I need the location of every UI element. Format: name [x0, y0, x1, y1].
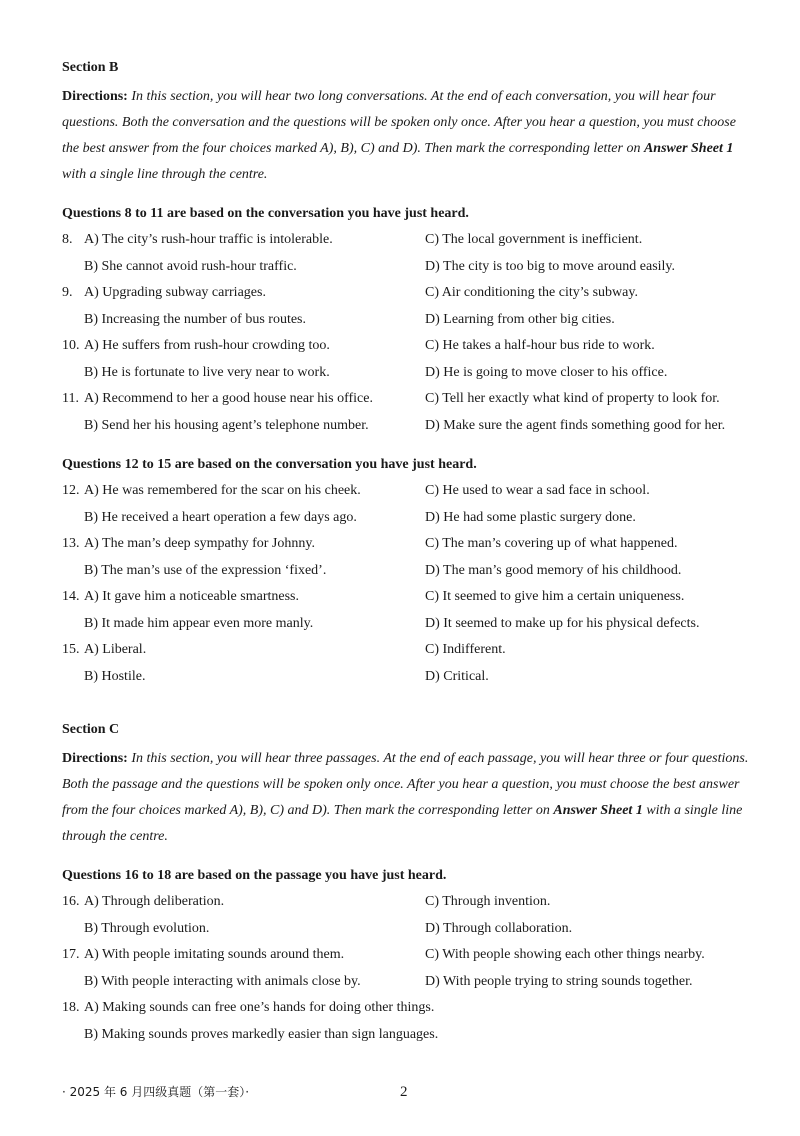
question-11-row-1 [62, 386, 752, 413]
directions-text-end: with a single line through the centre. [62, 803, 743, 844]
question-16-row-1 [62, 889, 752, 916]
directions-label: Directions: [62, 89, 128, 104]
directions-text-end: with a single line through the centre. [62, 167, 268, 182]
question-12-row-2 [62, 505, 752, 532]
section-c [62, 720, 752, 850]
section-b-title: Section B [62, 60, 119, 75]
question-number: 17. [62, 947, 80, 962]
option-c: C) Tell her exactly what kind of property to look for. [425, 391, 720, 406]
question-17-row-2 [62, 969, 752, 996]
directions-label: Directions: [62, 751, 128, 766]
question-number: 11. [62, 391, 79, 406]
option-b: B) With people interacting with animals close by. [84, 973, 361, 989]
question-group-16-18 [62, 866, 752, 1048]
option-a: A) It gave him a noticeable smartness. [84, 589, 299, 604]
group-title: Questions 8 to 11 are based on the conversation you have just heard. [62, 206, 469, 221]
exam-title-footer: · 2025 年 6 月四级真题（第一套）· [62, 1085, 250, 1099]
question-9-row-2 [62, 307, 752, 334]
option-b: B) He received a heart operation a few days ago. [84, 509, 357, 525]
option-b: B) It made him appear even more manly. [84, 615, 314, 631]
option-d: D) Through collaboration. [425, 920, 573, 936]
question-16-row-2 [62, 916, 752, 943]
question-15-row-2 [62, 664, 752, 691]
option-d: D) With people trying to string sounds together. [425, 973, 693, 989]
option-a: A) He was remembered for the scar on his cheek. [84, 483, 361, 498]
question-14-row-2 [62, 611, 752, 638]
exam-page [62, 58, 752, 1048]
option-b: B) The man’s use of the expression ‘fixed’. [84, 562, 327, 578]
option-b: B) Making sounds proves markedly easier than sign languages. [84, 1026, 439, 1042]
section-c-directions [62, 746, 752, 850]
question-number: 10. [62, 338, 80, 353]
option-c: C) The local government is inefficient. [425, 232, 643, 247]
question-9-row-1 [62, 280, 752, 307]
page-number: 2 [400, 1084, 408, 1100]
question-number: 15. [62, 642, 80, 657]
section-c-title: Section C [62, 722, 120, 737]
option-a: A) Recommend to her a good house near his office. [84, 391, 373, 406]
option-b: B) He is fortunate to live very near to work. [84, 364, 330, 380]
option-d: D) Learning from other big cities. [425, 311, 615, 327]
option-d: D) It seemed to make up for his physical defects. [425, 615, 700, 631]
option-b: B) Hostile. [84, 668, 146, 684]
question-number: 9. [62, 285, 73, 300]
question-15-row-1 [62, 637, 752, 664]
option-a: A) He suffers from rush-hour crowding too. [84, 338, 330, 353]
directions-text: In this section, you will hear three passages. At the end of each passage, you will hear three or four questions. Both the passage and the questions will be spoken only once. After you hear a question, you must choose the best answer from the four choices marked A), B), C) and D). Then mark the corresponding letter on [62, 751, 749, 818]
option-a: A) Making sounds can free one’s hands for doing other things. [84, 1000, 435, 1015]
question-8-row-2 [62, 254, 752, 281]
question-13-row-1 [62, 531, 752, 558]
directions-text: In this section, you will hear two long conversations. At the end of each conversation, you will hear four questions. Both the conversation and the questions will be spoken only once. After you hear a question, you must choose the best answer from the four choices marked A), B), C) and D). Then mark the corresponding letter on [62, 89, 736, 156]
option-a: A) Upgrading subway carriages. [84, 285, 266, 300]
option-c: C) It seemed to give him a certain uniqueness. [425, 589, 685, 604]
option-a: A) With people imitating sounds around them. [84, 947, 345, 962]
question-13-row-2 [62, 558, 752, 585]
option-d: D) Make sure the agent finds something good for her. [425, 417, 726, 433]
question-10-row-2 [62, 360, 752, 387]
option-d: D) The man’s good memory of his childhood. [425, 562, 682, 578]
section-b [62, 58, 752, 188]
option-c: C) With people showing each other things nearby. [425, 947, 705, 962]
option-a: A) The city’s rush-hour traffic is intolerable. [84, 232, 333, 247]
question-10-row-1 [62, 333, 752, 360]
question-18-row-2 [62, 1022, 752, 1049]
section-b-directions [62, 84, 752, 188]
option-a: A) Through deliberation. [84, 894, 225, 909]
answer-sheet-ref: Answer Sheet 1 [553, 803, 643, 818]
option-c: C) He used to wear a sad face in school. [425, 483, 650, 498]
question-number: 14. [62, 589, 80, 604]
option-d: D) He is going to move closer to his office. [425, 364, 668, 380]
question-14-row-1 [62, 584, 752, 611]
option-c: C) The man’s covering up of what happened. [425, 536, 678, 551]
option-c: C) Through invention. [425, 894, 551, 909]
question-group-12-15 [62, 455, 752, 690]
option-d: D) Critical. [425, 668, 489, 684]
question-17-row-1 [62, 942, 752, 969]
option-b: B) Increasing the number of bus routes. [84, 311, 306, 327]
question-number: 18. [62, 1000, 80, 1015]
question-number: 12. [62, 483, 80, 498]
option-b: B) She cannot avoid rush-hour traffic. [84, 258, 297, 274]
option-d: D) He had some plastic surgery done. [425, 509, 636, 525]
question-11-row-2 [62, 413, 752, 440]
option-b: B) Through evolution. [84, 920, 210, 936]
question-18-row-1 [62, 995, 752, 1022]
group-title: Questions 12 to 15 are based on the conversation you have just heard. [62, 457, 477, 472]
option-a: A) The man’s deep sympathy for Johnny. [84, 536, 315, 551]
answer-sheet-ref: Answer Sheet 1 [643, 141, 734, 156]
option-a: A) Liberal. [84, 642, 147, 657]
question-12-row-1 [62, 478, 752, 505]
question-number: 16. [62, 894, 80, 909]
question-8-row-1 [62, 227, 752, 254]
question-group-8-11 [62, 204, 752, 439]
group-title: Questions 16 to 18 are based on the passage you have just heard. [62, 868, 447, 883]
option-c: C) He takes a half-hour bus ride to work. [425, 338, 655, 353]
question-number: 13. [62, 536, 80, 551]
option-c: C) Air conditioning the city’s subway. [425, 285, 638, 300]
option-d: D) The city is too big to move around easily. [425, 258, 676, 274]
option-b: B) Send her his housing agent’s telephone number. [84, 417, 369, 433]
question-number: 8. [62, 232, 73, 247]
option-c: C) Indifferent. [425, 642, 506, 657]
